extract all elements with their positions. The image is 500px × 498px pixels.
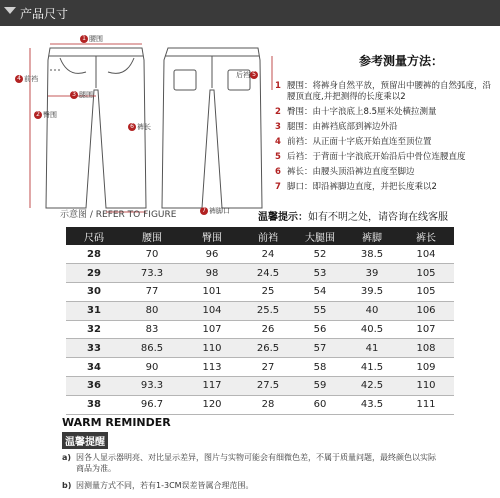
table-cell: 77 bbox=[122, 283, 182, 302]
table-cell: 54 bbox=[294, 283, 346, 302]
table-cell: 60 bbox=[294, 395, 346, 414]
method-item-text: 脚口：即沿裤脚边直度，并把长度乘以2 bbox=[287, 182, 437, 192]
table-cell: 110 bbox=[182, 339, 242, 358]
method-item bbox=[275, 122, 497, 133]
section-title: 产品尺寸 bbox=[20, 7, 69, 21]
table-header-cell: 大腿围 bbox=[294, 227, 346, 245]
table-row bbox=[66, 395, 454, 414]
table-cell: 58 bbox=[294, 358, 346, 377]
table-row bbox=[66, 358, 454, 377]
warm-reminder-item bbox=[62, 480, 442, 491]
table-cell: 24 bbox=[242, 245, 294, 264]
method-item-text: 腰围：将裤身自然平放，预留出中腰裤的自然弧度，沿腰顶直度,并把测得的长度乘以2 bbox=[287, 81, 492, 102]
table-cell: 56 bbox=[294, 320, 346, 339]
table-cell: 59 bbox=[294, 377, 346, 396]
table-cell: 83 bbox=[122, 320, 182, 339]
table-cell: 38.5 bbox=[346, 245, 398, 264]
table-cell: 96 bbox=[182, 245, 242, 264]
table-cell: 41.5 bbox=[346, 358, 398, 377]
size-cell: 28 bbox=[66, 245, 122, 264]
table-cell: 104 bbox=[182, 301, 242, 320]
method-item bbox=[275, 152, 497, 163]
size-cell: 30 bbox=[66, 283, 122, 302]
table-cell: 86.5 bbox=[122, 339, 182, 358]
label-back-rise: 后裆 5 bbox=[236, 70, 259, 80]
warm-reminder-title: WARM REMINDER bbox=[62, 416, 171, 429]
table-cell: 113 bbox=[182, 358, 242, 377]
size-cell: 31 bbox=[66, 301, 122, 320]
table-cell: 117 bbox=[182, 377, 242, 396]
table-row bbox=[66, 264, 454, 283]
table-cell: 25.5 bbox=[242, 301, 294, 320]
method-item-text: 裤长：由腰头顶沿裤边直度至脚边 bbox=[287, 167, 415, 177]
table-cell: 41 bbox=[346, 339, 398, 358]
table-cell: 39.5 bbox=[346, 283, 398, 302]
method-item-text: 臀围：由十字浪底上8.5厘米处横拉测量 bbox=[287, 107, 437, 117]
size-cell: 29 bbox=[66, 264, 122, 283]
size-cell: 34 bbox=[66, 358, 122, 377]
table-row bbox=[66, 320, 454, 339]
table-cell: 96.7 bbox=[122, 395, 182, 414]
table-cell: 42.5 bbox=[346, 377, 398, 396]
table-cell: 26 bbox=[242, 320, 294, 339]
table-row bbox=[66, 377, 454, 396]
table-cell: 53 bbox=[294, 264, 346, 283]
table-cell: 120 bbox=[182, 395, 242, 414]
table-header-cell: 腰围 bbox=[122, 227, 182, 245]
warm-reminder-badge: 温馨提醒 bbox=[62, 432, 108, 449]
table-header-cell: 裤长 bbox=[398, 227, 454, 245]
table-header-cell: 臀围 bbox=[182, 227, 242, 245]
table-cell: 101 bbox=[182, 283, 242, 302]
measurement-method bbox=[275, 52, 497, 197]
table-cell: 105 bbox=[398, 264, 454, 283]
table-cell: 104 bbox=[398, 245, 454, 264]
table-cell: 73.3 bbox=[122, 264, 182, 283]
hint-text: 如有不明之处，请咨询在线客服 bbox=[308, 212, 448, 223]
table-row bbox=[66, 301, 454, 320]
table-row bbox=[66, 339, 454, 358]
label-front-rise: 4 前裆 bbox=[15, 74, 38, 84]
table-cell: 55 bbox=[294, 301, 346, 320]
table-header-cell: 尺码 bbox=[66, 227, 122, 245]
table-header-cell: 前裆 bbox=[242, 227, 294, 245]
table-cell: 108 bbox=[398, 339, 454, 358]
table-cell: 40 bbox=[346, 301, 398, 320]
method-item-number: 7 bbox=[275, 182, 281, 192]
table-cell: 93.3 bbox=[122, 377, 182, 396]
warm-reminder-text: 因各人显示器明亮、对比显示差异，图片与实物可能会有细微色差，不属于质量问题，最终颜色以实际商品为准。 bbox=[76, 453, 436, 473]
method-list bbox=[275, 81, 497, 193]
method-item bbox=[275, 107, 497, 118]
table-cell: 107 bbox=[182, 320, 242, 339]
warm-reminder-marker: a) bbox=[62, 453, 72, 462]
warm-reminder-text: 因测量方式不同，若有1-3CM误差皆属合理范围。 bbox=[76, 481, 254, 490]
table-cell: 110 bbox=[398, 377, 454, 396]
table-cell: 40.5 bbox=[346, 320, 398, 339]
figure-caption: 示意图 / REFER TO FIGURE bbox=[60, 210, 177, 220]
table-header-cell: 裤脚 bbox=[346, 227, 398, 245]
table-cell: 43.5 bbox=[346, 395, 398, 414]
method-title: 参考测量方法： bbox=[358, 54, 443, 68]
method-item bbox=[275, 167, 497, 178]
table-cell: 26.5 bbox=[242, 339, 294, 358]
table-cell: 90 bbox=[122, 358, 182, 377]
label-waist: 1 腰围 bbox=[80, 34, 103, 44]
label-hem: 7 裤脚口 bbox=[200, 206, 230, 216]
method-item-number: 1 bbox=[275, 81, 281, 91]
table-cell: 107 bbox=[398, 320, 454, 339]
table-cell: 24.5 bbox=[242, 264, 294, 283]
label-thigh: 3 腿围 bbox=[70, 90, 93, 100]
table-cell: 28 bbox=[242, 395, 294, 414]
section-header bbox=[0, 0, 500, 26]
warm-reminder-marker: b) bbox=[62, 481, 72, 490]
table-cell: 80 bbox=[122, 301, 182, 320]
table-header-row bbox=[66, 227, 454, 245]
table-row bbox=[66, 283, 454, 302]
size-cell: 33 bbox=[66, 339, 122, 358]
size-cell: 32 bbox=[66, 320, 122, 339]
size-cell: 38 bbox=[66, 395, 122, 414]
table-cell: 109 bbox=[398, 358, 454, 377]
table-cell: 106 bbox=[398, 301, 454, 320]
method-item-number: 2 bbox=[275, 107, 281, 117]
table-cell: 57 bbox=[294, 339, 346, 358]
method-item-text: 前裆：从正面十字底开始直连至顶位置 bbox=[287, 137, 432, 147]
hint-label: 温馨提示： bbox=[258, 212, 308, 223]
method-item-number: 5 bbox=[275, 152, 281, 162]
table-row bbox=[66, 245, 454, 264]
method-item-number: 3 bbox=[275, 122, 281, 132]
table-cell: 111 bbox=[398, 395, 454, 414]
method-item bbox=[275, 137, 497, 148]
table-cell: 98 bbox=[182, 264, 242, 283]
table-cell: 105 bbox=[398, 283, 454, 302]
label-length: 6 裤长 bbox=[128, 122, 151, 132]
method-item bbox=[275, 81, 497, 103]
method-item-text: 腿围：由裤裆底部到裤边外沿 bbox=[287, 122, 398, 132]
method-item-number: 6 bbox=[275, 167, 281, 177]
pants-diagram bbox=[0, 30, 290, 220]
label-hip: 2 臀围 bbox=[34, 110, 57, 120]
table-body bbox=[66, 245, 454, 414]
table-cell: 25 bbox=[242, 283, 294, 302]
table-cell: 52 bbox=[294, 245, 346, 264]
warm-reminder-item bbox=[62, 452, 442, 474]
size-table bbox=[66, 227, 454, 415]
table-cell: 27 bbox=[242, 358, 294, 377]
method-item-text: 后裆：于背面十字浪底开始沿后中骨位连腰直度 bbox=[287, 152, 466, 162]
size-cell: 36 bbox=[66, 377, 122, 396]
table-cell: 27.5 bbox=[242, 377, 294, 396]
hint-note bbox=[258, 208, 448, 223]
method-item bbox=[275, 182, 497, 193]
table-cell: 39 bbox=[346, 264, 398, 283]
method-item-number: 4 bbox=[275, 137, 281, 147]
chevron-down-icon bbox=[4, 7, 16, 14]
table-cell: 70 bbox=[122, 245, 182, 264]
